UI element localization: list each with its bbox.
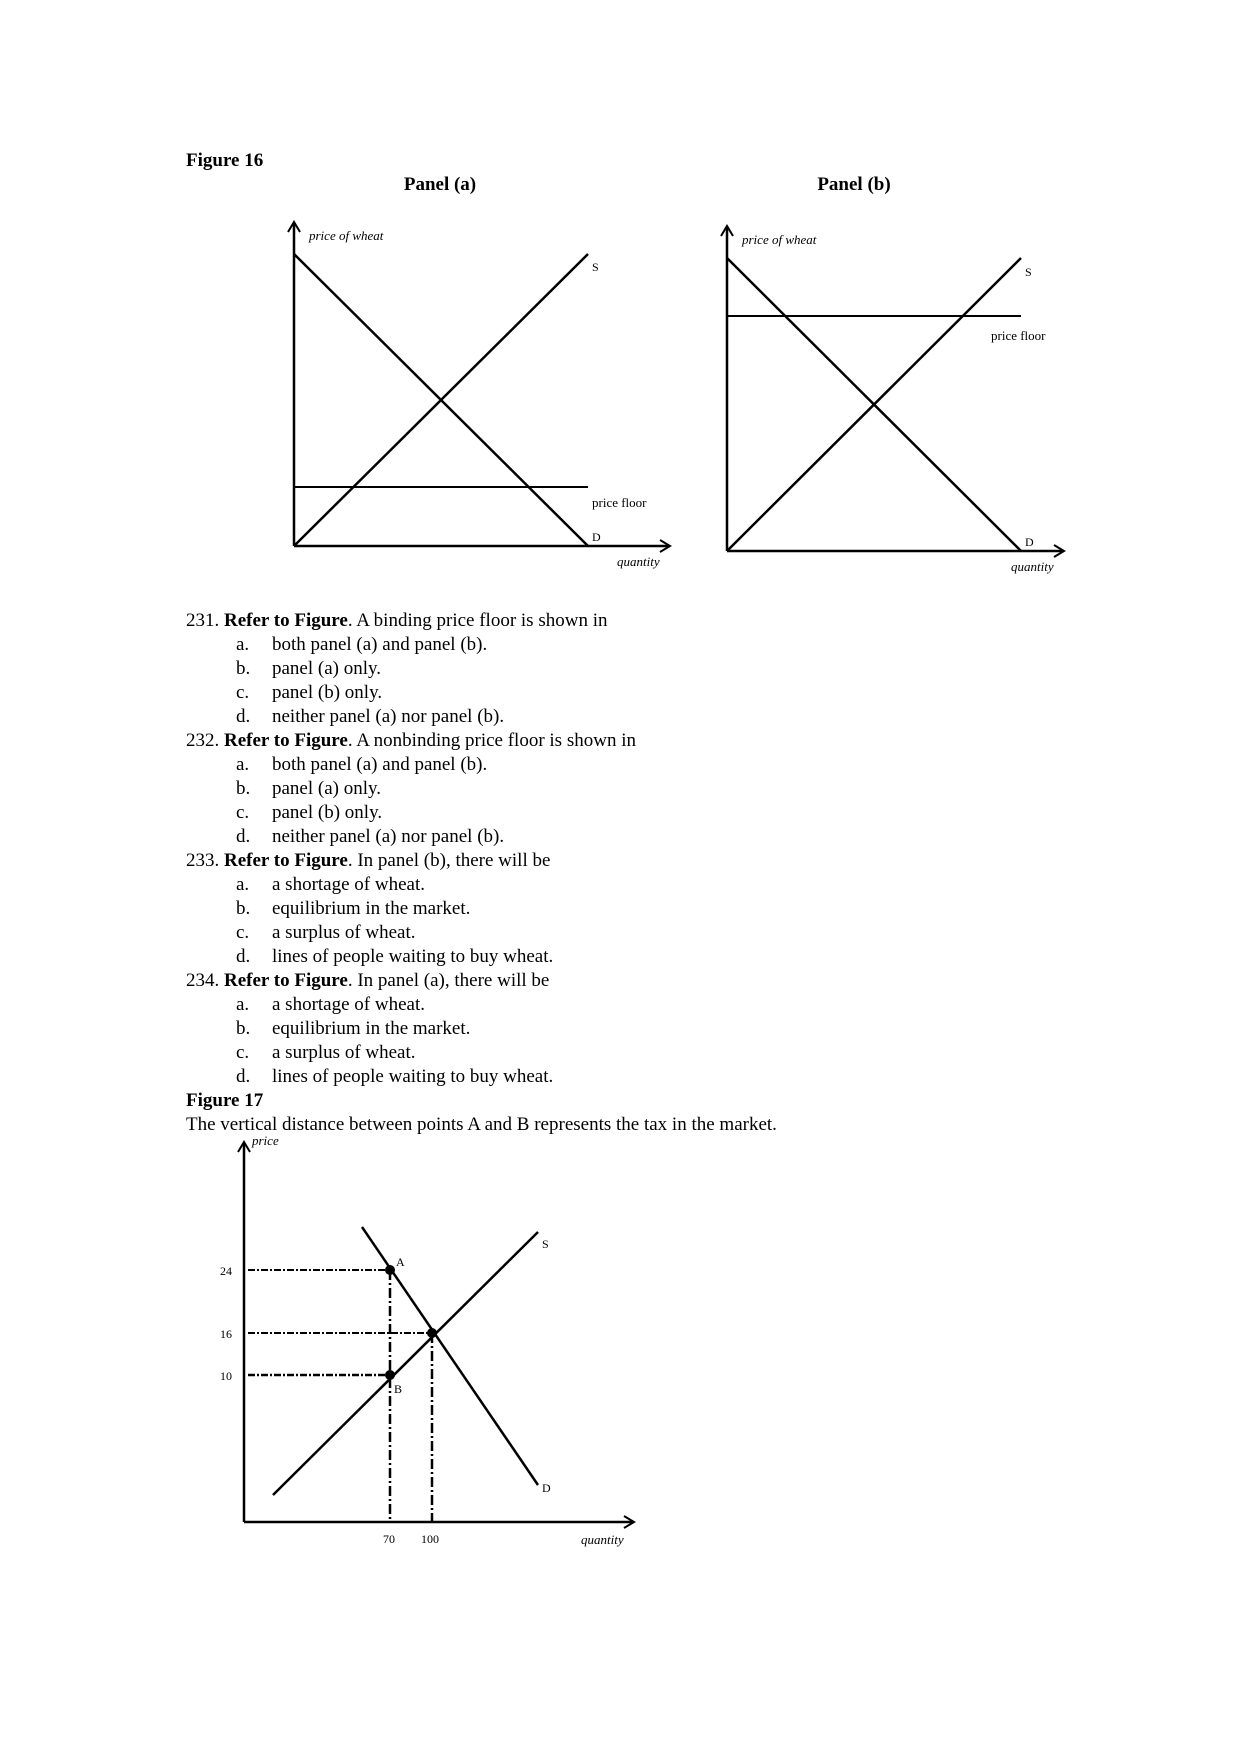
- option-letter: a.: [236, 994, 250, 1015]
- panel-a-y-label: price of wheat: [309, 228, 384, 243]
- option-text: a shortage of wheat.: [272, 994, 425, 1015]
- option-text: panel (a) only.: [272, 778, 382, 799]
- option-item: [236, 945, 1086, 969]
- question-text: . In panel (b), there will be: [347, 850, 551, 871]
- panel-a-x-label: quantity: [617, 554, 660, 569]
- option-letter: b.: [236, 658, 251, 679]
- point-b-label: B: [394, 1382, 403, 1396]
- fig17-demand-label: D: [542, 1481, 551, 1495]
- option-item: [236, 873, 1086, 897]
- question-number: 232.: [186, 730, 220, 751]
- figure-17-caption: The vertical distance between points A and B represents the tax in the market.: [186, 1114, 777, 1135]
- question-stem: [186, 969, 1086, 993]
- option-text: panel (b) only.: [272, 802, 383, 823]
- question-number: 234.: [186, 970, 220, 991]
- question-234: [186, 969, 1086, 1089]
- point-b-marker: [385, 1370, 395, 1380]
- option-text: panel (a) only.: [272, 658, 382, 679]
- question-stem: [186, 609, 1086, 633]
- option-item: [236, 1065, 1086, 1089]
- question-233: [186, 849, 1086, 969]
- question-text: . In panel (a), there will be: [347, 970, 550, 991]
- option-item: [236, 753, 1086, 777]
- price-tick-10: 10: [220, 1369, 232, 1383]
- option-text: neither panel (a) nor panel (b).: [272, 826, 505, 847]
- option-item: [236, 1041, 1086, 1065]
- panel-a-graph: [288, 222, 670, 569]
- option-item: [236, 897, 1086, 921]
- quantity-tick-70: 70: [383, 1532, 395, 1546]
- figure-17-graph: [0, 1120, 1239, 1580]
- option-item: [236, 1017, 1086, 1041]
- question-number: 233.: [186, 850, 220, 871]
- panel-b-demand-label: D: [1025, 535, 1034, 549]
- option-letter: c.: [236, 1042, 250, 1063]
- option-letter: d.: [236, 1066, 251, 1087]
- fig17-x-label: quantity: [581, 1532, 624, 1547]
- option-item: [236, 633, 1086, 657]
- price-tick-24: 24: [220, 1264, 232, 1278]
- fig17-supply-label: S: [542, 1237, 549, 1251]
- option-text: lines of people waiting to buy wheat.: [272, 946, 554, 967]
- question-stem: [186, 849, 1086, 873]
- question-231: [186, 609, 1086, 729]
- price-tick-16: 16: [220, 1327, 232, 1341]
- question-text: . A nonbinding price floor is shown in: [347, 730, 636, 751]
- option-item: [236, 921, 1086, 945]
- question-stem: [186, 729, 1086, 753]
- equilibrium-point-marker: [427, 1328, 437, 1338]
- option-letter: d.: [236, 706, 251, 727]
- point-a-marker: [385, 1265, 395, 1275]
- option-text: neither panel (a) nor panel (b).: [272, 706, 505, 727]
- option-letter: b.: [236, 1018, 251, 1039]
- figure-16-graphs: [0, 0, 1239, 600]
- option-text: a shortage of wheat.: [272, 874, 425, 895]
- question-number: 231.: [186, 610, 220, 631]
- option-item: [236, 681, 1086, 705]
- option-letter: c.: [236, 802, 250, 823]
- fig17-supply-curve: [273, 1232, 538, 1495]
- option-text: both panel (a) and panel (b).: [272, 634, 488, 655]
- option-letter: d.: [236, 826, 251, 847]
- option-letter: a.: [236, 874, 250, 895]
- question-lead: Refer to Figure: [224, 730, 348, 751]
- panel-b-floor-label: price floor: [991, 328, 1046, 343]
- option-text: a surplus of wheat.: [272, 1042, 416, 1063]
- panel-b-y-label: price of wheat: [742, 232, 817, 247]
- panel-a-supply-label: S: [592, 260, 599, 274]
- question-lead: Refer to Figure: [224, 970, 348, 991]
- figure-17-title: Figure 17: [186, 1090, 264, 1111]
- option-item: [236, 705, 1086, 729]
- option-letter: b.: [236, 778, 251, 799]
- fig17-y-label: price: [252, 1133, 279, 1148]
- option-item: [236, 777, 1086, 801]
- panel-a-floor-label: price floor: [592, 495, 647, 510]
- panel-a-title: Panel (a): [403, 174, 477, 195]
- quantity-tick-100: 100: [421, 1532, 439, 1546]
- panel-b-graph: [721, 226, 1064, 574]
- option-letter: a.: [236, 754, 250, 775]
- option-item: [236, 825, 1086, 849]
- option-letter: c.: [236, 922, 250, 943]
- option-text: a surplus of wheat.: [272, 922, 416, 943]
- option-text: panel (b) only.: [272, 682, 383, 703]
- option-text: equilibrium in the market.: [272, 898, 471, 919]
- option-item: [236, 801, 1086, 825]
- question-text: . A binding price floor is shown in: [347, 610, 608, 631]
- option-text: equilibrium in the market.: [272, 1018, 471, 1039]
- option-letter: d.: [236, 946, 251, 967]
- option-text: lines of people waiting to buy wheat.: [272, 1066, 554, 1087]
- option-letter: c.: [236, 682, 250, 703]
- panel-a-demand-label: D: [592, 530, 601, 544]
- option-letter: a.: [236, 634, 250, 655]
- option-letter: b.: [236, 898, 251, 919]
- panel-b-x-label: quantity: [1011, 559, 1054, 574]
- panel-b-supply-label: S: [1025, 265, 1032, 279]
- question-lead: Refer to Figure: [224, 850, 348, 871]
- question-lead: Refer to Figure: [224, 610, 348, 631]
- question-232: [186, 729, 1086, 849]
- figure-16-title: Figure 16: [186, 150, 264, 171]
- panel-b-title: Panel (b): [817, 174, 891, 195]
- question-list: [186, 609, 1086, 1137]
- option-item: [236, 993, 1086, 1017]
- option-item: [236, 657, 1086, 681]
- point-a-label: A: [396, 1255, 405, 1269]
- option-text: both panel (a) and panel (b).: [272, 754, 488, 775]
